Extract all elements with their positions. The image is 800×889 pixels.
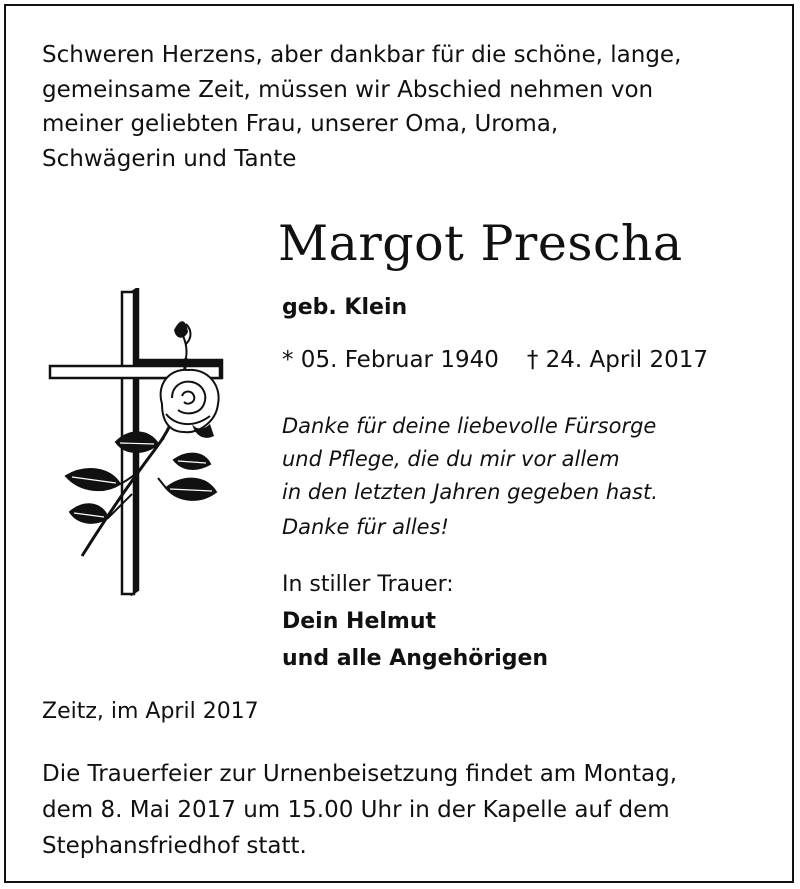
thanks-line: und Pflege, die du mir vor allem bbox=[282, 447, 620, 471]
funeral-line: Stephansfriedhof statt. bbox=[42, 833, 307, 859]
deceased-name: Margot Prescha bbox=[278, 215, 683, 272]
intro-line: meiner geliebten Frau, unserer Oma, Uroma, bbox=[42, 111, 559, 137]
thanks-line: Danke für deine liebevolle Fürsorge bbox=[282, 414, 657, 438]
thanks-line: Danke für alles! bbox=[282, 515, 449, 539]
thanks-text bbox=[282, 410, 658, 544]
funeral-line: dem 8. Mai 2017 um 15.00 Uhr in der Kapelle auf dem bbox=[42, 797, 670, 823]
life-dates bbox=[282, 349, 708, 372]
born-name: geb. Klein bbox=[282, 295, 408, 320]
mourner-family: und alle Angehörigen bbox=[282, 646, 549, 671]
intro-line: gemeinsame Zeit, müssen wir Abschied nehmen von bbox=[42, 76, 654, 103]
thanks-line: in den letzten Jahren gegeben hast. bbox=[282, 480, 658, 504]
mourners-heading: In stiller Trauer: bbox=[282, 572, 454, 597]
funeral-notice bbox=[42, 756, 677, 864]
funeral-line: Die Trauerfeier zur Urnenbeisetzung findet am Montag, bbox=[42, 761, 678, 787]
mourners-block bbox=[282, 566, 548, 677]
intro-line: Schwägerin und Tante bbox=[42, 145, 297, 172]
intro-line: Schweren Herzens, aber dankbar für die schöne, lange, bbox=[42, 42, 682, 68]
intro-text bbox=[42, 38, 681, 176]
birth-date: * 05. Februar 1940 bbox=[282, 347, 499, 373]
death-date: † 24. April 2017 bbox=[526, 347, 708, 373]
place-date: Zeitz, im April 2017 bbox=[42, 699, 259, 724]
mourner-name: Dein Helmut bbox=[282, 609, 437, 634]
cross-with-rose-icon bbox=[46, 288, 236, 598]
